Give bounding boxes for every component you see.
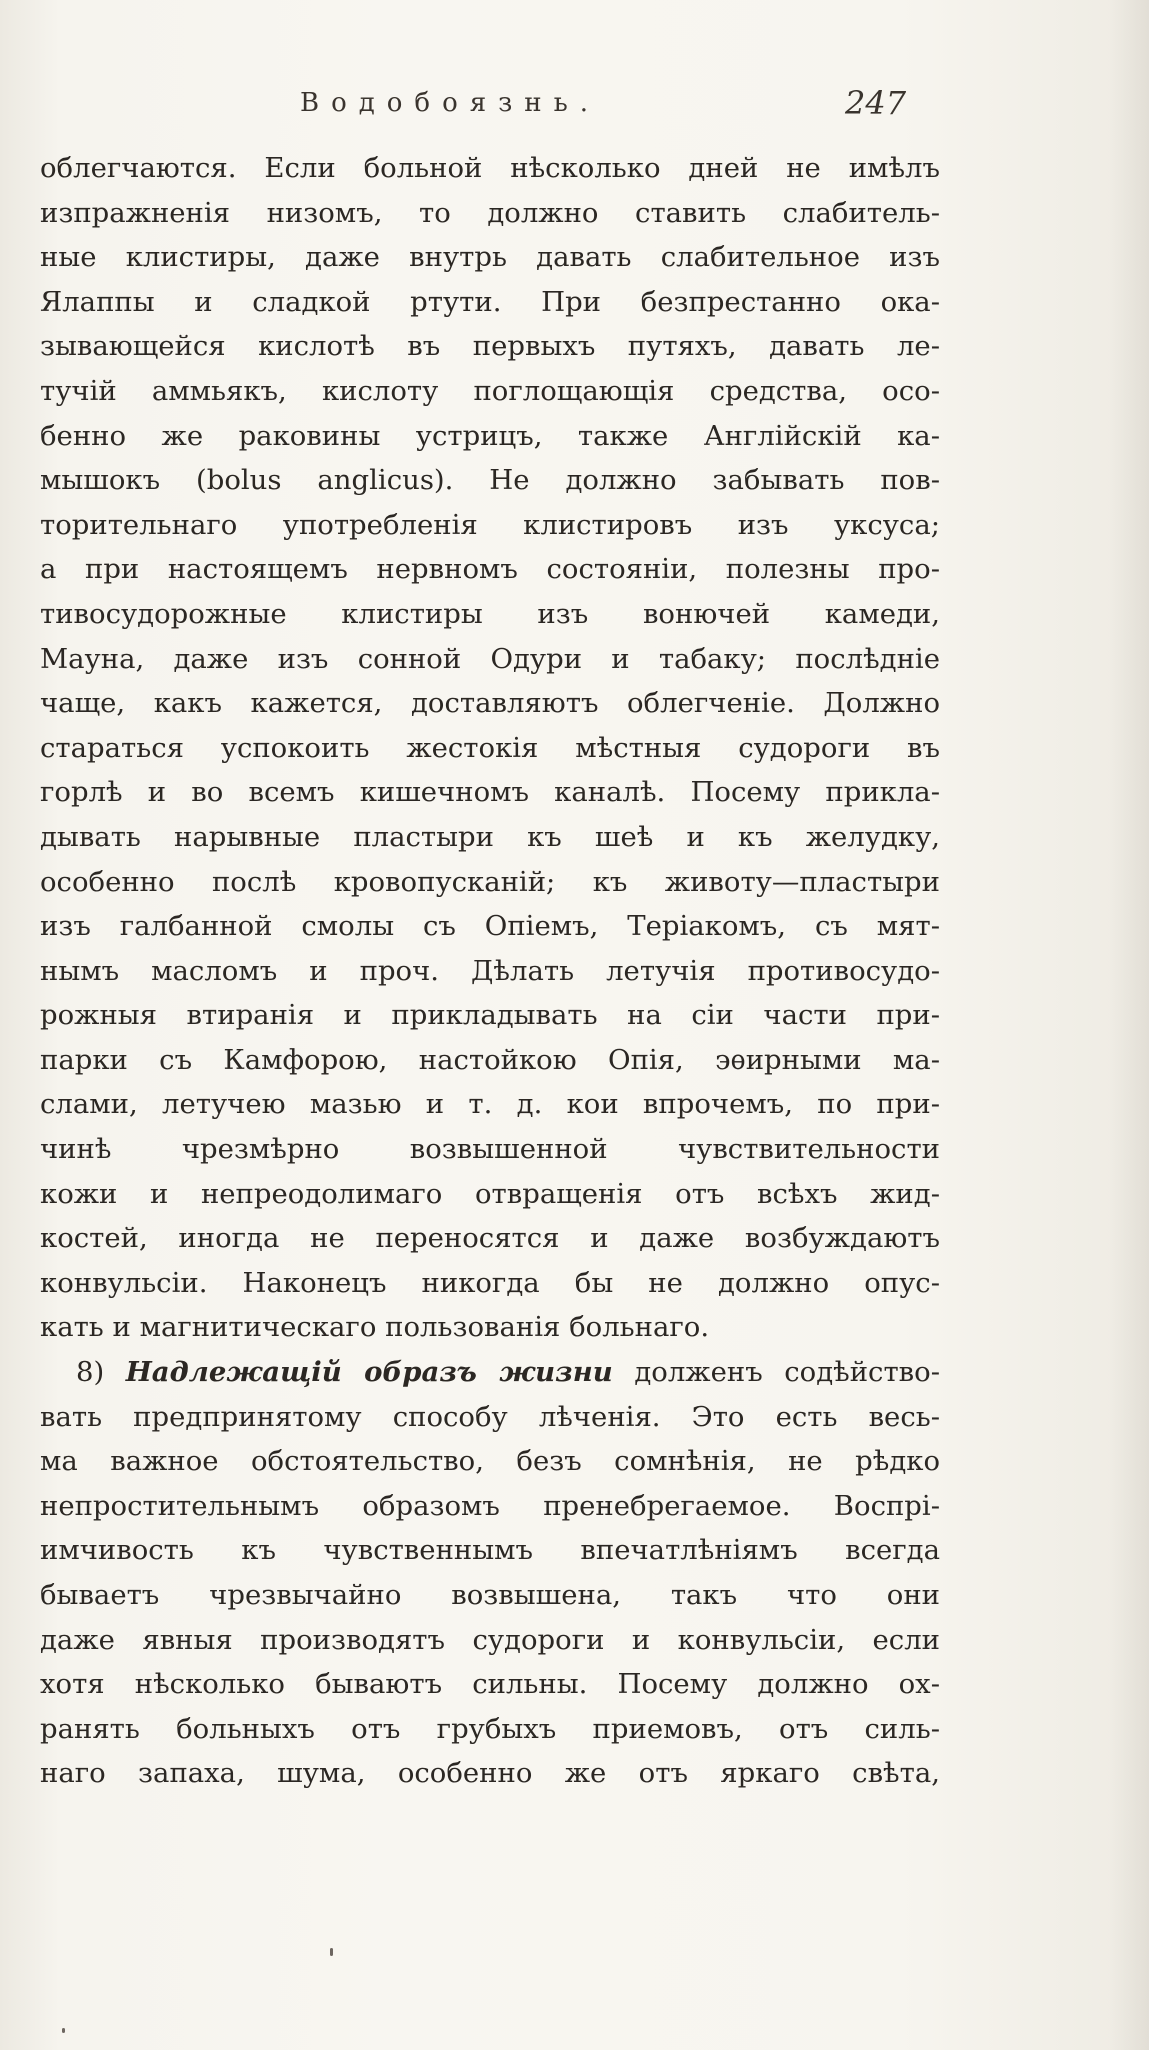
- text-line: зывающейся кислотѣ въ первыхъ путяхъ, давать ле-: [40, 330, 940, 363]
- text-line: наго запаха, шума, особенно же отъ яркаго свѣта,: [40, 1757, 940, 1790]
- text-line: хотя нѣсколько бываютъ сильны. Посему должно ох-: [40, 1668, 940, 1701]
- paragraph-1: [40, 146, 940, 1350]
- text-line: рожныя втиранія и прикладывать на сіи части при-: [40, 999, 940, 1032]
- text-line: тучій аммьякъ, кислоту поглощающія средства, осо-: [40, 374, 940, 407]
- text-line: мышокъ (bolus anglicus). Не должно забывать пов-: [40, 464, 940, 497]
- item-number: 8): [76, 1356, 105, 1389]
- text-line: горлѣ и во всемъ кишечномъ каналѣ. Посему прикла-: [40, 776, 940, 809]
- text-line: торительнаго употребленія клистировъ изъ уксуса;: [40, 508, 940, 541]
- text-line: бенно же раковины устрицъ, также Англійскій ка-: [40, 419, 940, 452]
- text-line: кать и магнитическаго пользованія больнаго.: [40, 1311, 710, 1344]
- text-line: слами, летучею мазью и т. д. кои впрочемъ, по при-: [40, 1088, 940, 1121]
- text-line: изъ галбанной смолы съ Опіемъ, Теріакомъ, съ мят-: [40, 910, 940, 943]
- text-line: Ялаппы и сладкой ртути. При безпрестанно ока-: [40, 285, 940, 318]
- text-line: вать предпринятому способу лѣченія. Это есть весь-: [40, 1400, 940, 1433]
- text-line: нымъ масломъ и проч. Дѣлать летучія противосудо-: [40, 954, 940, 987]
- text-line: конвульсіи. Наконецъ никогда бы не должно опус-: [40, 1266, 940, 1299]
- section-heading: Надлежащій образъ жизни: [125, 1356, 613, 1389]
- text-line: ные клистиры, даже внутрь давать слабительное изъ: [40, 241, 940, 274]
- text-line: чаще, какъ кажется, доставляютъ облегченіе. Должно: [40, 687, 940, 720]
- text-line: имчивость къ чувственнымъ впечатлѣніямъ всегда: [40, 1534, 940, 1567]
- text-line: изпражненія низомъ, то должно ставить слабитель-: [40, 196, 940, 229]
- text-line: ма важное обстоятельство, безъ сомнѣнія, не рѣдко: [40, 1445, 940, 1478]
- text-line: а при настоящемъ нервномъ состояніи, полезны про-: [40, 553, 940, 586]
- text-line: чинѣ чрезмѣрно возвышенной чувствительности: [40, 1133, 940, 1166]
- text-line: кожи и непреодолимаго отвращенія отъ всѣхъ жид-: [40, 1177, 940, 1210]
- text-line: тивосудорожные клистиры изъ вонючей камеди,: [40, 597, 940, 630]
- ink-speck: [62, 2028, 65, 2033]
- text-line: облегчаются. Если больной нѣсколько дней не имѣлъ: [40, 152, 940, 184]
- paragraph-2: [40, 1350, 940, 1796]
- text-line: ранять больныхъ отъ грубыхъ приемовъ, отъ силь-: [40, 1712, 940, 1745]
- text-line: стараться успокоить жестокія мѣстныя судороги въ: [40, 731, 940, 764]
- text-line: бываетъ чрезвычайно возвышена, такъ что они: [40, 1579, 940, 1611]
- text-line: непростительнымъ образомъ пренебрегаемое. Воспрі-: [40, 1489, 940, 1522]
- ink-speck: [330, 1948, 333, 1956]
- text-line: даже явныя производятъ судороги и конвульсіи, если: [40, 1623, 940, 1656]
- page-header: [0, 84, 1149, 138]
- text-line: дывать нарывные пластыри къ шеѣ и къ желудку,: [40, 820, 940, 853]
- running-head: Водобоязнь.: [300, 88, 601, 118]
- body-text: [40, 146, 940, 1796]
- text-line: особенно послѣ кровопусканій; къ животу—пластыри: [40, 865, 940, 898]
- line-text: долженъ содѣйство-: [634, 1356, 940, 1389]
- page-number: 247: [845, 84, 907, 122]
- text-line: костей, иногда не переносятся и даже возбуждаютъ: [40, 1222, 940, 1255]
- text-line: Мауна, даже изъ сонной Одури и табаку; послѣдніе: [40, 642, 940, 675]
- text-line: [40, 1350, 940, 1395]
- text-line: парки съ Камфорою, настойкою Опія, эѳирными ма-: [40, 1043, 940, 1076]
